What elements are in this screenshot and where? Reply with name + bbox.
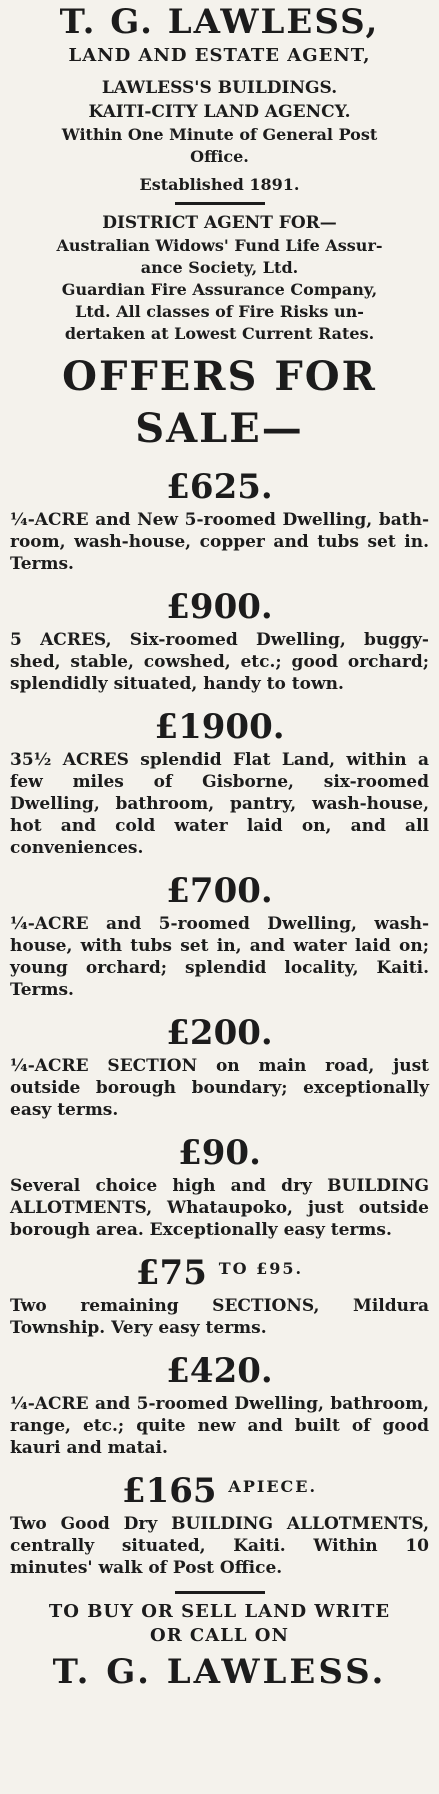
- listing-description: Two remaining SECTIONS, Mildura Township. Very easy terms.: [10, 1296, 429, 1338]
- offers-heading: OFFERS FOR SALE—: [62, 353, 377, 452]
- listing-description: Several choice high and dry BUILDING ALLOTMENTS, Whataupoko, just outside borough area. Exceptionally easy terms.: [10, 1176, 429, 1240]
- location-line-2: Office.: [190, 147, 249, 166]
- listing-description: 35½ ACRES splendid Flat Land, within a few miles of Gisborne, six-roomed Dwelling, bathroom, pantry, wash-house, hot and cold water laid on, and all conveniences.: [10, 750, 429, 858]
- location-line-1: Within One Minute of General Post: [61, 125, 378, 144]
- listing-price: £165 $^{APIECE.}$: [121, 1471, 318, 1511]
- divider: [175, 1591, 265, 1594]
- closing-name: T. G. LAWLESS.: [52, 1652, 387, 1692]
- listing: [8, 581, 431, 695]
- listing: [8, 1345, 431, 1459]
- listing-price: £200.: [166, 1013, 273, 1053]
- profession: LAND AND ESTATE AGENT,: [68, 45, 371, 66]
- district-line-2: ance Society, Ltd.: [140, 258, 299, 277]
- district-heading: DISTRICT AGENT FOR—: [102, 213, 337, 233]
- listing-price: £625.: [166, 467, 273, 507]
- advertisement: [0, 2, 439, 1794]
- listing-description: ¼-ACRE and 5-roomed Dwelling, bathroom, range, etc.; quite new and built of good kauri and matai.: [10, 1394, 429, 1458]
- listing: [8, 865, 431, 1001]
- advertiser-name: T. G. LAWLESS,: [59, 2, 380, 42]
- listing: [8, 1247, 431, 1339]
- closing-line-2: OR CALL ON: [150, 1625, 289, 1646]
- district-line-4: Ltd. All classes of Fire Risks un-: [75, 302, 364, 321]
- listing-price: £900.: [166, 587, 273, 627]
- listing-price: £1900.: [154, 707, 285, 747]
- listing: [8, 1127, 431, 1241]
- listings: [8, 461, 431, 1579]
- listing-description: ¼-ACRE SECTION on main road, just outside borough boundary; exceptionally easy terms.: [10, 1056, 429, 1120]
- divider: [175, 202, 265, 205]
- closing-line-1: TO BUY OR SELL LAND WRITE: [48, 1601, 391, 1622]
- listing-description: ¼-ACRE and 5-roomed Dwelling, wash-house, with tubs set in, and water laid on; young orchard; splendid locality, Kaiti. Terms.: [10, 914, 429, 1000]
- agency: KAITI-CITY LAND AGENCY.: [88, 102, 351, 122]
- established: Established 1891.: [139, 175, 300, 194]
- listing-description: 5 ACRES, Six-roomed Dwelling, buggy-shed, stable, cowshed, etc.; good orchard; splendidly situated, handy to town.: [10, 630, 429, 694]
- district-line-1: Australian Widows' Fund Life Assur-: [56, 236, 383, 255]
- district-line-5: dertaken at Lowest Current Rates.: [64, 324, 375, 343]
- listing: [8, 1465, 431, 1579]
- buildings: LAWLESS'S BUILDINGS.: [101, 78, 338, 98]
- listing-price: £420.: [166, 1351, 273, 1391]
- listing-price: £700.: [166, 871, 273, 911]
- listing: [8, 701, 431, 859]
- listing-description: ¼-ACRE and New 5-roomed Dwelling, bath-room, wash-house, copper and tubs set in. Terms.: [10, 510, 429, 574]
- listing-price: £75 $^{TO £95.}$: [135, 1253, 304, 1293]
- listing: [8, 1007, 431, 1121]
- district-line-3: Guardian Fire Assurance Company,: [61, 280, 378, 299]
- listing-price: £90.: [178, 1133, 261, 1173]
- listing-description: Two Good Dry BUILDING ALLOTMENTS, centrally situated, Kaiti. Within 10 minutes' walk of Post Office.: [10, 1514, 429, 1578]
- listing: [8, 461, 431, 575]
